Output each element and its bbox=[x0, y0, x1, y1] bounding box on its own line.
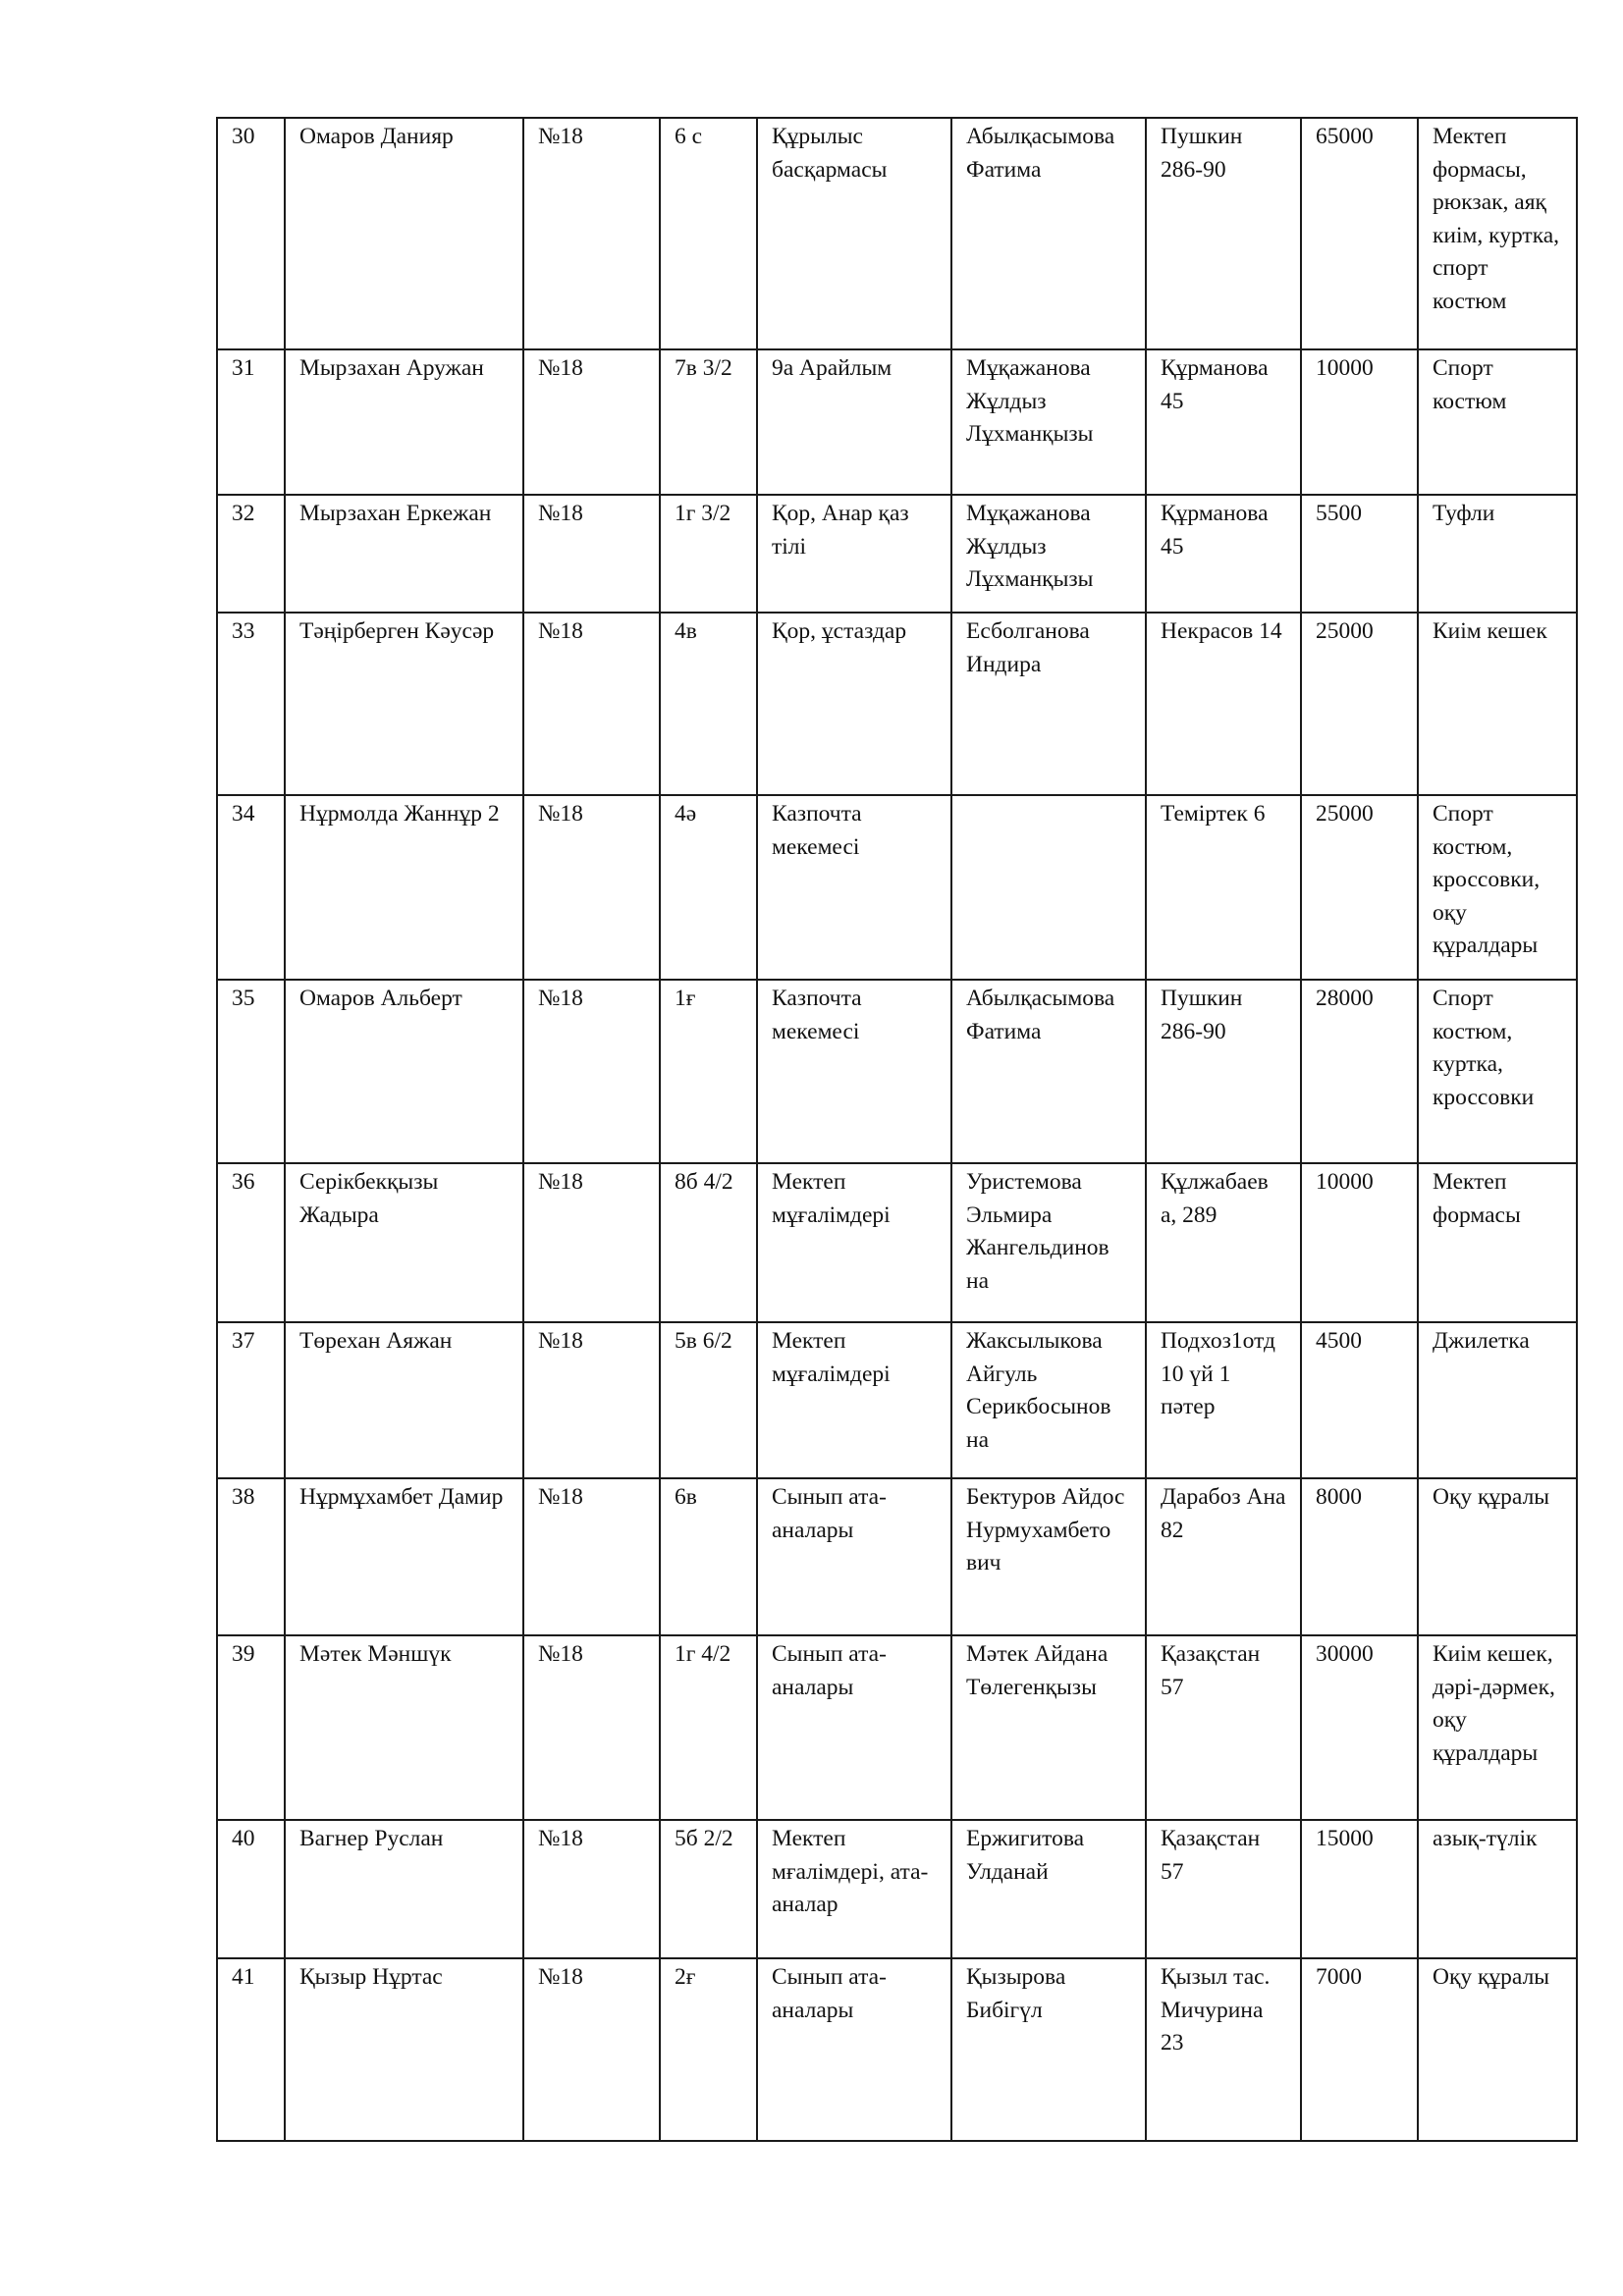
cell-student-name: Мәтек Мәншүк bbox=[285, 1635, 523, 1820]
cell-row-number: 36 bbox=[217, 1163, 285, 1322]
cell-row-number: 37 bbox=[217, 1322, 285, 1478]
table-row bbox=[217, 613, 1577, 795]
cell-amount: 28000 bbox=[1301, 980, 1418, 1163]
table-row bbox=[217, 118, 1577, 349]
cell-parent-name: Уристемова Эльмира Жангельдинов на bbox=[951, 1163, 1146, 1322]
cell-school-number: №18 bbox=[523, 1820, 660, 1958]
cell-parent-name: Мәтек Айдана Төлегенқызы bbox=[951, 1635, 1146, 1820]
cell-sponsor: Мектеп мұғалімдері bbox=[757, 1163, 951, 1322]
cell-address: Подхоз1отд 10 үй 1 пәтер bbox=[1146, 1322, 1301, 1478]
cell-class: 7в 3/2 bbox=[660, 349, 757, 495]
cell-items: Оқу құралы bbox=[1418, 1958, 1577, 2141]
records-table bbox=[216, 117, 1578, 2142]
cell-row-number: 38 bbox=[217, 1478, 285, 1635]
table-row bbox=[217, 1322, 1577, 1478]
cell-sponsor: Сынып ата-аналары bbox=[757, 1478, 951, 1635]
cell-student-name: Вагнер Руслан bbox=[285, 1820, 523, 1958]
cell-row-number: 39 bbox=[217, 1635, 285, 1820]
table-row bbox=[217, 1820, 1577, 1958]
cell-parent-name: Ержигитова Улданай bbox=[951, 1820, 1146, 1958]
cell-amount: 4500 bbox=[1301, 1322, 1418, 1478]
cell-school-number: №18 bbox=[523, 980, 660, 1163]
cell-amount: 8000 bbox=[1301, 1478, 1418, 1635]
cell-school-number: №18 bbox=[523, 495, 660, 613]
cell-row-number: 41 bbox=[217, 1958, 285, 2141]
cell-items: Киім кешек bbox=[1418, 613, 1577, 795]
cell-sponsor: Сынып ата-аналары bbox=[757, 1958, 951, 2141]
cell-row-number: 33 bbox=[217, 613, 285, 795]
cell-amount: 10000 bbox=[1301, 349, 1418, 495]
cell-school-number: №18 bbox=[523, 1163, 660, 1322]
cell-school-number: №18 bbox=[523, 1478, 660, 1635]
cell-sponsor: Казпочта мекемесі bbox=[757, 980, 951, 1163]
table-body bbox=[217, 118, 1577, 2141]
cell-address: Дарабоз Ана 82 bbox=[1146, 1478, 1301, 1635]
cell-class: 6 с bbox=[660, 118, 757, 349]
cell-sponsor: Құрылыс басқармасы bbox=[757, 118, 951, 349]
cell-school-number: №18 bbox=[523, 349, 660, 495]
table-row bbox=[217, 980, 1577, 1163]
cell-items: Туфли bbox=[1418, 495, 1577, 613]
cell-address: Құлжабаев а, 289 bbox=[1146, 1163, 1301, 1322]
cell-row-number: 35 bbox=[217, 980, 285, 1163]
cell-items: Мектеп формасы, рюкзак, аяқ киім, куртка, спорт костюм bbox=[1418, 118, 1577, 349]
cell-items: Спорт костюм bbox=[1418, 349, 1577, 495]
cell-sponsor: Қор, Анар қаз тілі bbox=[757, 495, 951, 613]
cell-student-name: Қызыр Нұртас bbox=[285, 1958, 523, 2141]
cell-student-name: Омаров Данияр bbox=[285, 118, 523, 349]
cell-sponsor: Казпочта мекемесі bbox=[757, 795, 951, 980]
cell-items: азық-түлік bbox=[1418, 1820, 1577, 1958]
cell-amount: 10000 bbox=[1301, 1163, 1418, 1322]
cell-class: 5в 6/2 bbox=[660, 1322, 757, 1478]
cell-student-name: Нұрмұхамбет Дамир bbox=[285, 1478, 523, 1635]
cell-school-number: №18 bbox=[523, 613, 660, 795]
cell-address: Қазақстан 57 bbox=[1146, 1635, 1301, 1820]
cell-row-number: 34 bbox=[217, 795, 285, 980]
table-row bbox=[217, 495, 1577, 613]
cell-parent-name: Мұқажанова Жұлдыз Лұхманқызы bbox=[951, 495, 1146, 613]
table-row bbox=[217, 795, 1577, 980]
cell-address: Құрманова 45 bbox=[1146, 349, 1301, 495]
cell-row-number: 30 bbox=[217, 118, 285, 349]
cell-school-number: №18 bbox=[523, 1635, 660, 1820]
cell-items: Спорт костюм, кроссовки, оқу құралдары bbox=[1418, 795, 1577, 980]
cell-address: Қызыл тас. Мичурина 23 bbox=[1146, 1958, 1301, 2141]
cell-address: Некрасов 14 bbox=[1146, 613, 1301, 795]
cell-amount: 25000 bbox=[1301, 613, 1418, 795]
cell-student-name: Нұрмолда Жаннұр 2 bbox=[285, 795, 523, 980]
cell-parent-name: Жаксылыкова Айгуль Серикбосынов на bbox=[951, 1322, 1146, 1478]
cell-student-name: Омаров Альберт bbox=[285, 980, 523, 1163]
cell-amount: 5500 bbox=[1301, 495, 1418, 613]
cell-address: Теміртек 6 bbox=[1146, 795, 1301, 980]
table-row bbox=[217, 1958, 1577, 2141]
table-row bbox=[217, 1635, 1577, 1820]
cell-student-name: Серікбекқызы Жадыра bbox=[285, 1163, 523, 1322]
cell-school-number: №18 bbox=[523, 1958, 660, 2141]
cell-class: 6в bbox=[660, 1478, 757, 1635]
cell-items: Оқу құралы bbox=[1418, 1478, 1577, 1635]
cell-address: Қазақстан 57 bbox=[1146, 1820, 1301, 1958]
cell-amount: 30000 bbox=[1301, 1635, 1418, 1820]
table-row bbox=[217, 349, 1577, 495]
cell-row-number: 40 bbox=[217, 1820, 285, 1958]
cell-parent-name: Есболганова Индира bbox=[951, 613, 1146, 795]
cell-sponsor: Мектеп мұғалімдері bbox=[757, 1322, 951, 1478]
cell-school-number: №18 bbox=[523, 1322, 660, 1478]
cell-amount: 25000 bbox=[1301, 795, 1418, 980]
cell-student-name: Төрехан Аяжан bbox=[285, 1322, 523, 1478]
cell-items: Джилетка bbox=[1418, 1322, 1577, 1478]
cell-address: Пушкин 286-90 bbox=[1146, 980, 1301, 1163]
cell-class: 4ә bbox=[660, 795, 757, 980]
cell-parent-name: Қызырова Бибігүл bbox=[951, 1958, 1146, 2141]
cell-items: Мектеп формасы bbox=[1418, 1163, 1577, 1322]
cell-student-name: Мырзахан Еркежан bbox=[285, 495, 523, 613]
cell-items: Спорт костюм, куртка, кроссовки bbox=[1418, 980, 1577, 1163]
cell-amount: 7000 bbox=[1301, 1958, 1418, 2141]
cell-class: 1г 4/2 bbox=[660, 1635, 757, 1820]
cell-class: 5б 2/2 bbox=[660, 1820, 757, 1958]
cell-row-number: 32 bbox=[217, 495, 285, 613]
table-row bbox=[217, 1163, 1577, 1322]
cell-school-number: №18 bbox=[523, 118, 660, 349]
cell-items: Киім кешек, дәрі-дәрмек, оқу құралдары bbox=[1418, 1635, 1577, 1820]
cell-school-number: №18 bbox=[523, 795, 660, 980]
cell-parent-name: Бектуров Айдос Нурмухамбето вич bbox=[951, 1478, 1146, 1635]
cell-amount: 15000 bbox=[1301, 1820, 1418, 1958]
cell-sponsor: Мектеп мғалімдері, ата-аналар bbox=[757, 1820, 951, 1958]
cell-student-name: Мырзахан Аружан bbox=[285, 349, 523, 495]
table-row bbox=[217, 1478, 1577, 1635]
cell-address: Пушкин 286-90 bbox=[1146, 118, 1301, 349]
cell-class: 1г 3/2 bbox=[660, 495, 757, 613]
cell-parent-name: Абылқасымова Фатима bbox=[951, 980, 1146, 1163]
cell-parent-name: Абылқасымова Фатима bbox=[951, 118, 1146, 349]
cell-class: 2ғ bbox=[660, 1958, 757, 2141]
cell-sponsor: Сынып ата-аналары bbox=[757, 1635, 951, 1820]
cell-class: 4в bbox=[660, 613, 757, 795]
cell-student-name: Тәңірберген Кәусәр bbox=[285, 613, 523, 795]
cell-parent-name bbox=[951, 795, 1146, 980]
cell-class: 8б 4/2 bbox=[660, 1163, 757, 1322]
cell-sponsor: 9а Арайлым bbox=[757, 349, 951, 495]
cell-class: 1ғ bbox=[660, 980, 757, 1163]
cell-sponsor: Қор, ұстаздар bbox=[757, 613, 951, 795]
cell-amount: 65000 bbox=[1301, 118, 1418, 349]
cell-row-number: 31 bbox=[217, 349, 285, 495]
cell-address: Құрманова 45 bbox=[1146, 495, 1301, 613]
cell-parent-name: Мұқажанова Жұлдыз Лұхманқызы bbox=[951, 349, 1146, 495]
